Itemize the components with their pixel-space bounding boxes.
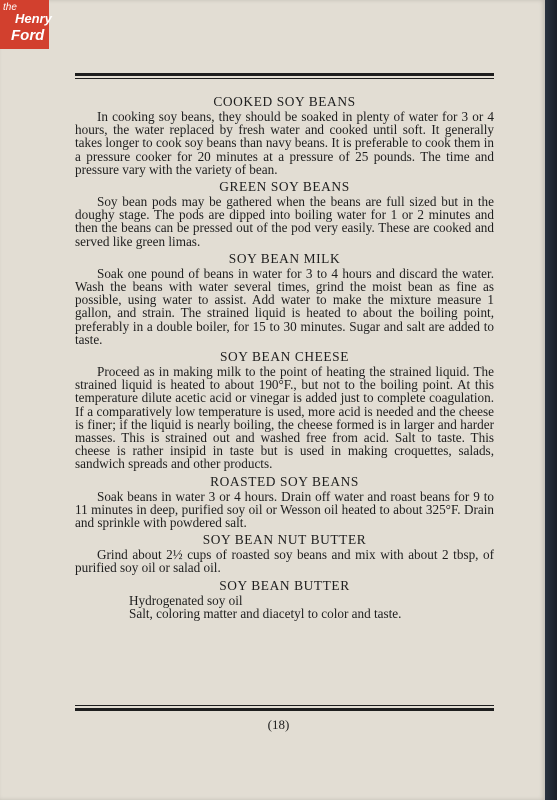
section-body: Soak beans in water 3 or 4 hours. Drain off water and roast beans for 9 to 11 minutes in deep, purified soy oil or Wesson oil heated to about 325°F. Drain and sprinkle with powdered salt. [75,488,494,531]
page-number: (18) [267,717,290,732]
section-body: Proceed as in making milk to the point of heating the strained liquid. The strained liquid is heated to about 190°F., but not to the boiling point. At this temperature dilute acetic acid or vinegar is added just to complete coagulation. If a comparatively low temperature is used, more acid is needed and the cheese is finer; if the liquid is nearly boiling, the cheese formed is in larger and harder masses. This is strained out and washed free from acid. Salt to taste. This cheese is rather insipid in taste but is used in making croquettes, salads, sandwich spreads and other products. [75,364,494,472]
logo-henry: Henry [15,11,52,26]
ingredient-line: Salt, coloring matter and diacetyl to color and taste. [129,605,402,621]
section-title: SOY BEAN MILK [228,250,341,266]
logo-ford: Ford [11,27,45,44]
bottom-rule [75,705,494,711]
section-title: SOY BEAN CHEESE [219,349,350,365]
section-cooked-soy-beans [75,94,494,176]
logo-the: the [3,2,17,13]
section-body: Grind about 2½ cups of roasted soy beans and mix with about 2 tbsp, of purified soy oil or salad oil. [75,547,494,576]
section-title: GREEN SOY BEANS [219,179,350,195]
section-soy-bean-nut-butter [75,532,494,574]
section-title: SOY BEAN NUT BUTTER [202,532,367,548]
henry-ford-logo [0,0,52,49]
page-edge [545,0,557,800]
section-soy-bean-butter [75,578,494,620]
section-green-soy-beans [75,179,494,248]
ingredient-line: Hydrogenated soy oil [129,592,243,608]
section-body: Soak one pound of beans in water for 3 to 4 hours and discard the water. Wash the beans with water several times, grind the moist bean as fine as possible, using water to assist. Add water to make the mixture measure 1 gallon, and strain. The strained liquid is heated to about the boiling point, preferably in a double boiler, for 15 to 30 minutes. Sugar and salt are added to taste. [75,265,494,347]
section-body: In cooking soy beans, they should be soaked in plenty of water for 3 or 4 hours, the water replaced by fresh water and cooked until soft. It generally takes longer to cook soy beans than navy beans. It is preferable to cook them in a pressure cooker for 20 minutes at a pressure of 25 pounds. The time and pressure vary with the variety of bean. [75,109,494,177]
section-title: ROASTED SOY BEANS [210,473,359,489]
section-body: Soy bean pods may be gathered when the beans are full sized but in the doughy stage. The pods are dipped into boiling water for 1 or 2 minutes and then the beans can be pressed out of the pod very easily. These are cooked and served like green limas. [75,194,494,249]
top-rule [75,73,494,79]
section-soy-bean-milk [75,251,494,346]
section-title: SOY BEAN BUTTER [219,577,350,593]
recipe-content [75,94,494,620]
section-title: COOKED SOY BEANS [213,94,356,109]
section-roasted-soy-beans [75,474,494,530]
section-soy-bean-cheese [75,349,494,471]
